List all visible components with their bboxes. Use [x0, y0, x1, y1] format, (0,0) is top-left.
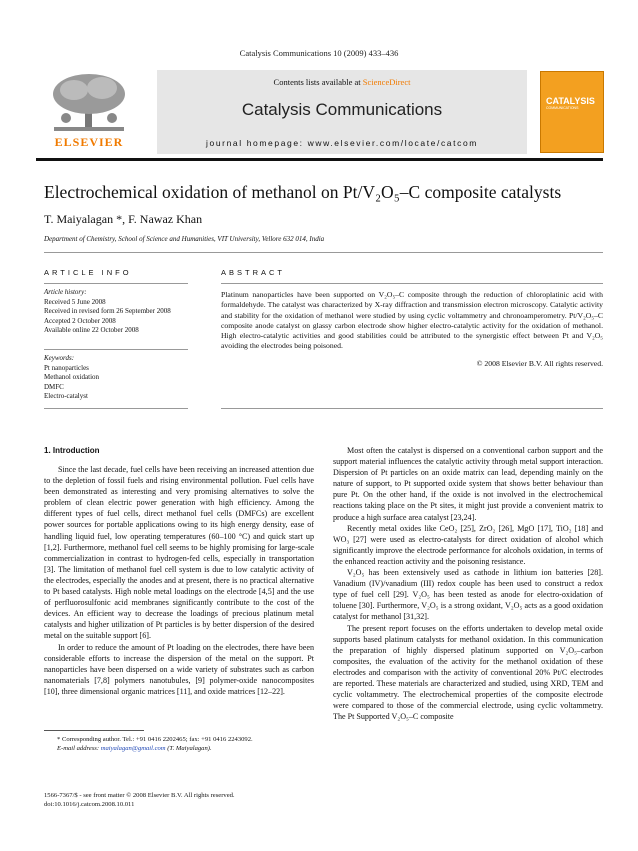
journal-cover-thumbnail: [540, 71, 604, 153]
article-authors: T. Maiyalagan *, F. Nawaz Khan: [44, 212, 203, 226]
keyword: Methanol oxidation: [44, 373, 100, 381]
abstract-divider: [221, 283, 603, 284]
contents-line: [157, 77, 527, 87]
elsevier-wordmark: ELSEVIER: [54, 135, 124, 149]
introduction-heading: 1. Introduction: [44, 446, 100, 455]
journal-homepage[interactable]: journal homepage: www.elsevier.com/locate/catcom: [206, 138, 478, 148]
abstract-heading: ABSTRACT: [221, 268, 286, 277]
body-paragraph: Since the last decade, fuel cells have been receiving an increased attention due to the depletion of fossil fuels and rising environmental pollution. Fuel cells have been demonstrated as interesting and very promising alternatives to solve the problem of clean electric power generation with high efficiency. Among the different types of fuel cells, direct methanol fuel cells (DMFCs) are excellent power sources for portable applications owing to its high energy density, ease of handling liquid fuel, low operating temperatures (60–100 °C) and quick start up [1,2]. Furthermore, methanol fuel cell seems to be highly promising for large-scale commercialization in contrast to hydrogen-fed cells, especially in transportation [3]. The limitation of methanol fuel cell system is due to low catalytic activity of the electrodes, especially the anodes and at present, there is no practical alternative to Pt based catalysts. High noble metal loadings on the electrode [4,5] and the use of perfluorosulfonic acid membranes significantly contribute to the cost of the devices. An efficient way to decrease the loadings of precious platinum metal catalysts and higher utilization of Pt particles is by better dispersion of the desired metal on the suitable support [6].: [44, 465, 314, 641]
history-accepted: Accepted 2 October 2008: [44, 316, 116, 325]
body-paragraph: Most often the catalyst is dispersed on a conventional carbon support and the support material influences the catalytic activity through metal support interaction. Dispersion of Pt particles on an oxide matrix can lead, depending mainly on the nature of support, to Pt supported oxide system that shows better behaviour than pure Pt. On the other hand, if the oxide is not involved in the electrochemical reactions taking place on the Pt sites, it might just provide a convenient matrix to produce a high surface area catalyst [23,24].: [333, 446, 603, 522]
history-label: Article history:: [44, 288, 87, 296]
abstract-copyright: © 2008 Elsevier B.V. All rights reserved.: [476, 359, 603, 368]
keywords-list: [44, 354, 194, 402]
corresponding-author: * Corresponding author. Tel.: +91 0416 2202465; fax: +91 0416 2243092.: [57, 736, 253, 743]
keyword: DMFC: [44, 382, 64, 391]
keywords-divider: [44, 349, 188, 350]
history-online: Available online 22 October 2008: [44, 326, 139, 334]
article-info-end-rule: [44, 408, 188, 409]
article-info-heading: ARTICLE INFO: [44, 268, 132, 277]
history-revised: Received in revised form 26 September 2008: [44, 307, 171, 315]
article-history: [44, 288, 194, 336]
body-paragraph: Recently metal oxides like CeO₂ [25], ZrO₂ [26], MgO [17], TiO₂ [18] and WO₃ [27] were used as electro-catalysts for direct oxidation of alcohol which significantly improve the electrode performance for alcohols oxidation, in terms of the enhanced reaction activity and the poisoning resistance.: [333, 523, 603, 566]
author-affiliation: Department of Chemistry, School of Science and Humanities, VIT University, Vellore 632 014, India: [44, 235, 325, 243]
front-matter: [44, 791, 235, 809]
email-link[interactable]: maiyalagan@gmail.com: [100, 745, 166, 752]
history-received: Received 5 June 2008: [44, 297, 106, 306]
body-paragraph: In order to reduce the amount of Pt loading on the electrodes, there have been considerable efforts to increase the dispersion of the metal on the support. Pt nanoparticles have been dispersed on a wide variety of substrates such as carbon nanomaterials [7,8] polymers nanotubules, [9] polymer-oxide nanocomposites [10], three dimensional organic matrices [11], and oxide matrices [12–22].: [44, 642, 314, 696]
abstract-text: Platinum nanoparticles have been supported on V₂O₅–C composite through the reduction of chloroplatinic acid with formaldehyde. The catalyst was characterized by X-ray diffraction and transmission electron microscopy. Catalytic activity and stability for the oxidation of methanol were studied by using cyclic voltammetry and chronoamperometry. Pt/V₂O₅–C composite anode catalyst on glassy carbon electrode show higher electro-catalytic activity for the oxidation of methanol. High electro-catalytic activities and good stabilities could be attributed to the synergistic effect between Pt and V₂O₅ avoiding the electrodes being poisoned.: [221, 290, 603, 351]
footnote: [57, 735, 317, 753]
contents-prefix: Contents lists available at: [273, 77, 363, 87]
abstract-end-rule: [221, 408, 603, 409]
sciencedirect-link[interactable]: ScienceDirect: [362, 77, 411, 87]
email-suffix: (T. Maiyalagan).: [165, 745, 212, 752]
issn-line: 1566-7367/$ - see front matter © 2008 Elsevier B.V. All rights reserved.: [44, 792, 235, 799]
cover-subtitle: COMMUNICATIONS: [546, 106, 579, 110]
body-column-right: [333, 445, 603, 722]
email-line: [57, 744, 317, 753]
doi-line[interactable]: doi:10.1016/j.catcom.2008.10.011: [44, 801, 135, 808]
body-column-left: [44, 464, 314, 697]
email-label: E-mail address:: [57, 745, 101, 752]
keyword: Electro-catalyst: [44, 392, 88, 400]
cover-title: CATALYSIS: [546, 96, 595, 106]
affiliation-divider: [44, 252, 603, 253]
running-header: Catalysis Communications 10 (2009) 433–436: [239, 48, 399, 58]
header-divider: [36, 158, 603, 161]
article-title: Electrochemical oxidation of methanol on Pt/V₂O₅–C composite catalysts: [44, 182, 562, 202]
body-paragraph: The present report focuses on the efforts undertaken to develop metal oxide supports based platinum catalysts for methanol oxidation. In this communication the preparation of highly dispersed platinum supported on V₂O₅–carbon composites, the evaluation of the activity for the methanol oxidation of these electrodes and comparison with the activity of conventional 20% Pt/C electrodes are reported. These materials are characterized and studied, using XRD, TEM and cyclic voltammetry. The electrochemical properties of the composite electrode were compared to those of the commercial electrode, using cyclic voltammetry. The Pt Supported V₂O₅–C composite: [333, 623, 603, 722]
article-info-divider: [44, 283, 188, 284]
journal-name: Catalysis Communications: [241, 100, 443, 119]
keywords-label: Keywords:: [44, 354, 75, 362]
keyword: Pt nanoparticles: [44, 363, 89, 372]
footnote-rule: [44, 730, 144, 731]
body-paragraph: V₂O₅ has been extensively used as cathode in lithium ion batteries [28]. Vanadium (IV)/vanadium (III) redox couple has been used to construct a redox type of fuel cell [29]. V₂O₅ has been tested as anode for electro-oxidation of toluene [30]. Furthermore, V₂O₅ is a strong oxidant, V₂O₅ acts as a good oxidation catalyst for methanol [31,32].: [333, 568, 603, 622]
